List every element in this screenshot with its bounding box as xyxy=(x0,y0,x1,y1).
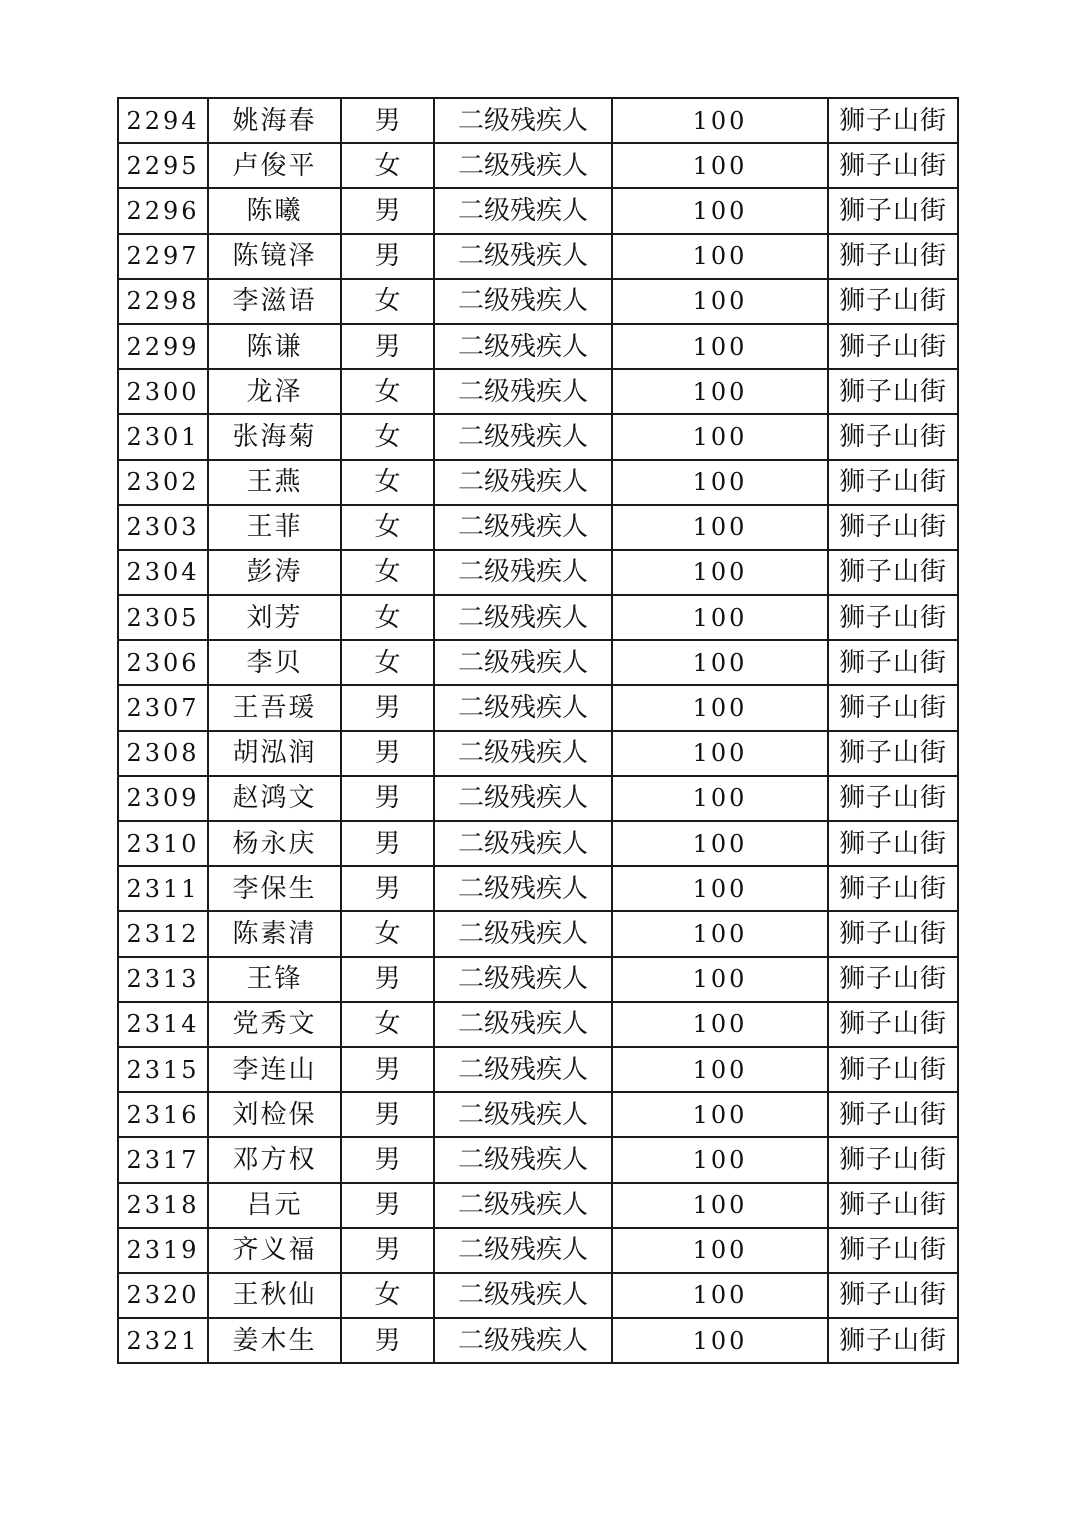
disability-level-cell: 二级残疾人 xyxy=(434,98,612,143)
row-number-cell: 2294 xyxy=(118,98,208,143)
gender-cell: 男 xyxy=(341,866,434,911)
name-cell: 邓方权 xyxy=(208,1137,341,1182)
table-row xyxy=(118,550,958,595)
row-number-cell: 2318 xyxy=(118,1183,208,1228)
gender-cell: 男 xyxy=(341,1092,434,1137)
row-number-cell: 2315 xyxy=(118,1047,208,1092)
table-row xyxy=(118,685,958,730)
table-row xyxy=(118,1137,958,1182)
row-number-cell: 2306 xyxy=(118,640,208,685)
amount-cell: 100 xyxy=(612,776,828,821)
disability-level-cell: 二级残疾人 xyxy=(434,866,612,911)
name-cell: 胡泓润 xyxy=(208,731,341,776)
gender-cell: 女 xyxy=(341,595,434,640)
table-row xyxy=(118,957,958,1002)
row-number-cell: 2295 xyxy=(118,143,208,188)
amount-cell: 100 xyxy=(612,731,828,776)
row-number-cell: 2309 xyxy=(118,776,208,821)
name-cell: 王锋 xyxy=(208,957,341,1002)
row-number-cell: 2307 xyxy=(118,685,208,730)
gender-cell: 男 xyxy=(341,234,434,279)
row-number-cell: 2311 xyxy=(118,866,208,911)
street-cell: 狮子山街 xyxy=(828,1137,958,1182)
gender-cell: 男 xyxy=(341,1137,434,1182)
gender-cell: 女 xyxy=(341,369,434,414)
row-number-cell: 2310 xyxy=(118,821,208,866)
name-cell: 赵鸿文 xyxy=(208,776,341,821)
table-row xyxy=(118,1092,958,1137)
street-cell: 狮子山街 xyxy=(828,685,958,730)
amount-cell: 100 xyxy=(612,414,828,459)
gender-cell: 女 xyxy=(341,505,434,550)
gender-cell: 女 xyxy=(341,550,434,595)
table-row xyxy=(118,98,958,143)
disability-level-cell: 二级残疾人 xyxy=(434,821,612,866)
row-number-cell: 2302 xyxy=(118,460,208,505)
street-cell: 狮子山街 xyxy=(828,279,958,324)
amount-cell: 100 xyxy=(612,279,828,324)
name-cell: 陈曦 xyxy=(208,188,341,233)
amount-cell: 100 xyxy=(612,1273,828,1318)
table-row xyxy=(118,1228,958,1273)
gender-cell: 女 xyxy=(341,279,434,324)
street-cell: 狮子山街 xyxy=(828,234,958,279)
gender-cell: 女 xyxy=(341,1273,434,1318)
name-cell: 李贝 xyxy=(208,640,341,685)
gender-cell: 男 xyxy=(341,1183,434,1228)
street-cell: 狮子山街 xyxy=(828,911,958,956)
name-cell: 吕元 xyxy=(208,1183,341,1228)
disability-level-cell: 二级残疾人 xyxy=(434,1318,612,1363)
street-cell: 狮子山街 xyxy=(828,98,958,143)
row-number-cell: 2316 xyxy=(118,1092,208,1137)
gender-cell: 女 xyxy=(341,143,434,188)
street-cell: 狮子山街 xyxy=(828,1273,958,1318)
name-cell: 张海菊 xyxy=(208,414,341,459)
table-row xyxy=(118,369,958,414)
amount-cell: 100 xyxy=(612,957,828,1002)
street-cell: 狮子山街 xyxy=(828,143,958,188)
name-cell: 李保生 xyxy=(208,866,341,911)
street-cell: 狮子山街 xyxy=(828,324,958,369)
street-cell: 狮子山街 xyxy=(828,731,958,776)
disability-level-cell: 二级残疾人 xyxy=(434,595,612,640)
disability-level-cell: 二级残疾人 xyxy=(434,1092,612,1137)
disability-level-cell: 二级残疾人 xyxy=(434,957,612,1002)
row-number-cell: 2321 xyxy=(118,1318,208,1363)
amount-cell: 100 xyxy=(612,234,828,279)
amount-cell: 100 xyxy=(612,1318,828,1363)
row-number-cell: 2297 xyxy=(118,234,208,279)
amount-cell: 100 xyxy=(612,1047,828,1092)
recipient-table xyxy=(117,97,959,1364)
table-row xyxy=(118,324,958,369)
name-cell: 刘检保 xyxy=(208,1092,341,1137)
gender-cell: 男 xyxy=(341,821,434,866)
row-number-cell: 2308 xyxy=(118,731,208,776)
row-number-cell: 2298 xyxy=(118,279,208,324)
amount-cell: 100 xyxy=(612,1092,828,1137)
disability-level-cell: 二级残疾人 xyxy=(434,685,612,730)
table-row xyxy=(118,776,958,821)
table-row xyxy=(118,1318,958,1363)
amount-cell: 100 xyxy=(612,640,828,685)
table-row xyxy=(118,640,958,685)
gender-cell: 男 xyxy=(341,776,434,821)
disability-level-cell: 二级残疾人 xyxy=(434,1183,612,1228)
gender-cell: 女 xyxy=(341,640,434,685)
name-cell: 王吾瑗 xyxy=(208,685,341,730)
gender-cell: 男 xyxy=(341,1228,434,1273)
name-cell: 陈素清 xyxy=(208,911,341,956)
street-cell: 狮子山街 xyxy=(828,1047,958,1092)
name-cell: 陈镜泽 xyxy=(208,234,341,279)
amount-cell: 100 xyxy=(612,1228,828,1273)
street-cell: 狮子山街 xyxy=(828,1318,958,1363)
amount-cell: 100 xyxy=(612,685,828,730)
amount-cell: 100 xyxy=(612,1183,828,1228)
amount-cell: 100 xyxy=(612,595,828,640)
street-cell: 狮子山街 xyxy=(828,550,958,595)
disability-level-cell: 二级残疾人 xyxy=(434,1047,612,1092)
table-row xyxy=(118,595,958,640)
gender-cell: 男 xyxy=(341,1047,434,1092)
table-row xyxy=(118,414,958,459)
row-number-cell: 2320 xyxy=(118,1273,208,1318)
street-cell: 狮子山街 xyxy=(828,776,958,821)
amount-cell: 100 xyxy=(612,369,828,414)
row-number-cell: 2296 xyxy=(118,188,208,233)
row-number-cell: 2317 xyxy=(118,1137,208,1182)
name-cell: 刘芳 xyxy=(208,595,341,640)
amount-cell: 100 xyxy=(612,98,828,143)
row-number-cell: 2301 xyxy=(118,414,208,459)
table-row xyxy=(118,143,958,188)
disability-level-cell: 二级残疾人 xyxy=(434,640,612,685)
row-number-cell: 2319 xyxy=(118,1228,208,1273)
name-cell: 卢俊平 xyxy=(208,143,341,188)
street-cell: 狮子山街 xyxy=(828,1002,958,1047)
row-number-cell: 2304 xyxy=(118,550,208,595)
row-number-cell: 2305 xyxy=(118,595,208,640)
table-row xyxy=(118,866,958,911)
table-row xyxy=(118,731,958,776)
name-cell: 王菲 xyxy=(208,505,341,550)
amount-cell: 100 xyxy=(612,821,828,866)
disability-level-cell: 二级残疾人 xyxy=(434,1137,612,1182)
name-cell: 李滋语 xyxy=(208,279,341,324)
amount-cell: 100 xyxy=(612,1137,828,1182)
row-number-cell: 2303 xyxy=(118,505,208,550)
disability-level-cell: 二级残疾人 xyxy=(434,414,612,459)
amount-cell: 100 xyxy=(612,550,828,595)
gender-cell: 男 xyxy=(341,731,434,776)
street-cell: 狮子山街 xyxy=(828,1183,958,1228)
name-cell: 杨永庆 xyxy=(208,821,341,866)
gender-cell: 男 xyxy=(341,324,434,369)
table-row xyxy=(118,1002,958,1047)
street-cell: 狮子山街 xyxy=(828,595,958,640)
gender-cell: 女 xyxy=(341,460,434,505)
table-row xyxy=(118,1047,958,1092)
disability-level-cell: 二级残疾人 xyxy=(434,731,612,776)
table-row xyxy=(118,234,958,279)
disability-level-cell: 二级残疾人 xyxy=(434,143,612,188)
row-number-cell: 2299 xyxy=(118,324,208,369)
table-row xyxy=(118,188,958,233)
disability-level-cell: 二级残疾人 xyxy=(434,505,612,550)
table-row xyxy=(118,911,958,956)
name-cell: 陈谦 xyxy=(208,324,341,369)
disability-level-cell: 二级残疾人 xyxy=(434,234,612,279)
disability-level-cell: 二级残疾人 xyxy=(434,324,612,369)
row-number-cell: 2312 xyxy=(118,911,208,956)
name-cell: 王燕 xyxy=(208,460,341,505)
street-cell: 狮子山街 xyxy=(828,821,958,866)
table-body xyxy=(118,98,958,1363)
street-cell: 狮子山街 xyxy=(828,640,958,685)
street-cell: 狮子山街 xyxy=(828,1092,958,1137)
name-cell: 姚海春 xyxy=(208,98,341,143)
name-cell: 姜木生 xyxy=(208,1318,341,1363)
name-cell: 王秋仙 xyxy=(208,1273,341,1318)
amount-cell: 100 xyxy=(612,188,828,233)
amount-cell: 100 xyxy=(612,324,828,369)
table-row xyxy=(118,1183,958,1228)
street-cell: 狮子山街 xyxy=(828,188,958,233)
street-cell: 狮子山街 xyxy=(828,866,958,911)
disability-level-cell: 二级残疾人 xyxy=(434,369,612,414)
street-cell: 狮子山街 xyxy=(828,505,958,550)
disability-level-cell: 二级残疾人 xyxy=(434,188,612,233)
table-row xyxy=(118,821,958,866)
street-cell: 狮子山街 xyxy=(828,369,958,414)
street-cell: 狮子山街 xyxy=(828,414,958,459)
disability-level-cell: 二级残疾人 xyxy=(434,1002,612,1047)
gender-cell: 女 xyxy=(341,911,434,956)
row-number-cell: 2300 xyxy=(118,369,208,414)
gender-cell: 男 xyxy=(341,957,434,1002)
disability-level-cell: 二级残疾人 xyxy=(434,1228,612,1273)
table-row xyxy=(118,279,958,324)
table-row xyxy=(118,460,958,505)
street-cell: 狮子山街 xyxy=(828,957,958,1002)
gender-cell: 女 xyxy=(341,1002,434,1047)
row-number-cell: 2314 xyxy=(118,1002,208,1047)
amount-cell: 100 xyxy=(612,911,828,956)
name-cell: 党秀文 xyxy=(208,1002,341,1047)
row-number-cell: 2313 xyxy=(118,957,208,1002)
name-cell: 龙泽 xyxy=(208,369,341,414)
disability-level-cell: 二级残疾人 xyxy=(434,1273,612,1318)
disability-level-cell: 二级残疾人 xyxy=(434,550,612,595)
disability-level-cell: 二级残疾人 xyxy=(434,776,612,821)
disability-level-cell: 二级残疾人 xyxy=(434,911,612,956)
amount-cell: 100 xyxy=(612,505,828,550)
street-cell: 狮子山街 xyxy=(828,460,958,505)
table-row xyxy=(118,505,958,550)
amount-cell: 100 xyxy=(612,866,828,911)
street-cell: 狮子山街 xyxy=(828,1228,958,1273)
disability-level-cell: 二级残疾人 xyxy=(434,460,612,505)
disability-level-cell: 二级残疾人 xyxy=(434,279,612,324)
amount-cell: 100 xyxy=(612,143,828,188)
gender-cell: 男 xyxy=(341,98,434,143)
table-row xyxy=(118,1273,958,1318)
amount-cell: 100 xyxy=(612,1002,828,1047)
name-cell: 李连山 xyxy=(208,1047,341,1092)
gender-cell: 男 xyxy=(341,685,434,730)
gender-cell: 女 xyxy=(341,414,434,459)
gender-cell: 男 xyxy=(341,188,434,233)
name-cell: 彭涛 xyxy=(208,550,341,595)
name-cell: 齐义福 xyxy=(208,1228,341,1273)
gender-cell: 男 xyxy=(341,1318,434,1363)
amount-cell: 100 xyxy=(612,460,828,505)
